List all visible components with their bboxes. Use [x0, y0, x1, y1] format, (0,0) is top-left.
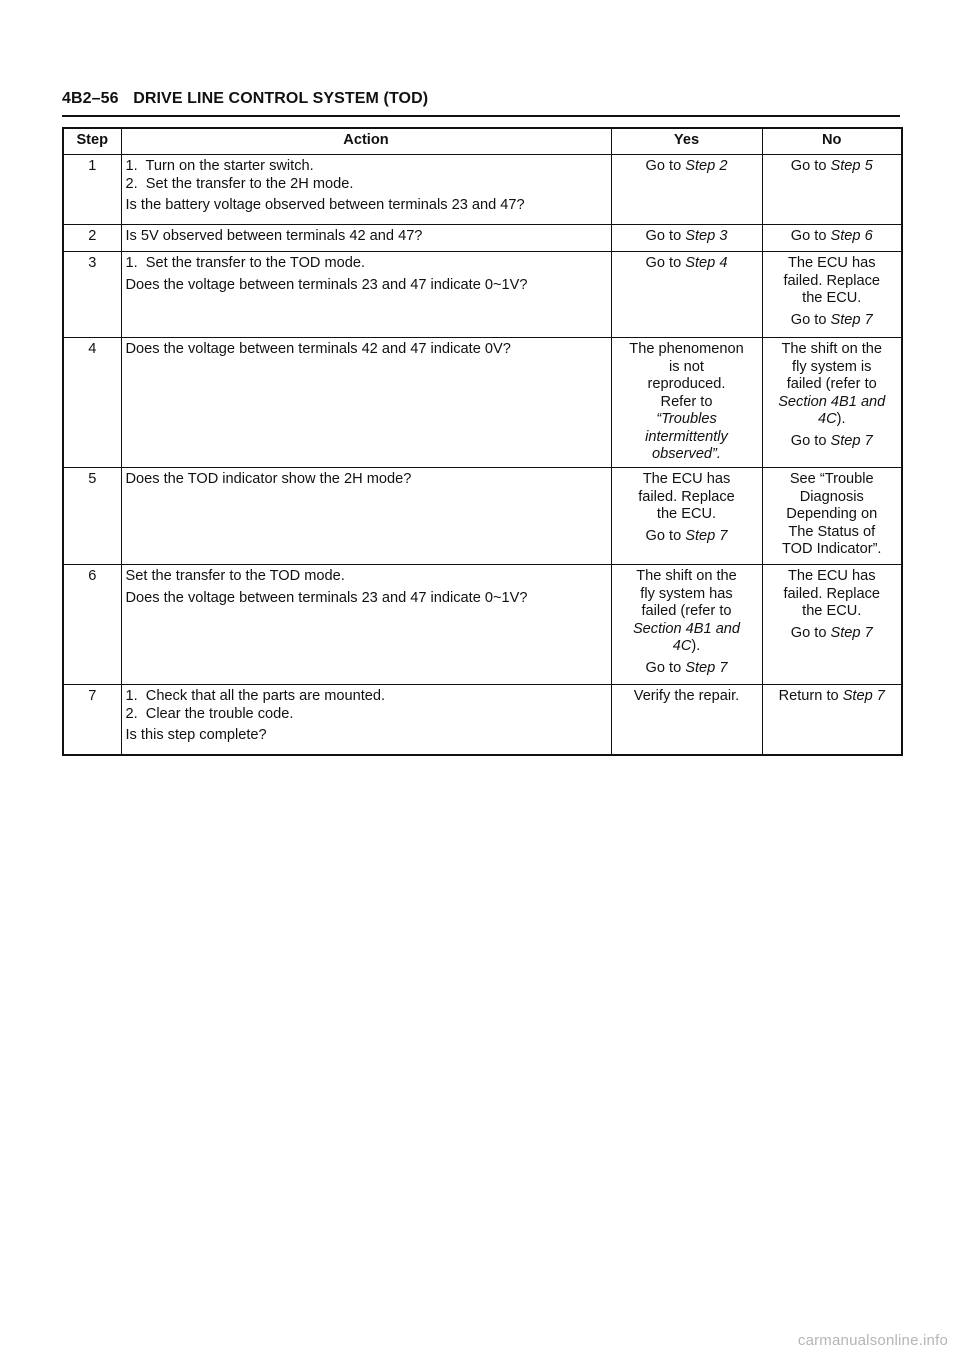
table-row	[63, 155, 902, 225]
table-header-row	[63, 128, 902, 155]
action-question: Is this step complete?	[125, 727, 267, 743]
action-cell	[121, 155, 611, 225]
yes-cell: The phenomenon is not reproduced. Refer to “Troubles intermittently observed”.	[611, 338, 762, 468]
step-link[interactable]: Step 7	[685, 527, 728, 544]
step-number: 5	[63, 468, 121, 565]
step-link[interactable]: Step 2	[685, 158, 728, 174]
yes-cell: Go to Step 2	[611, 155, 762, 225]
no-cell: Return to Step 7	[762, 685, 902, 755]
step-number: 3	[63, 252, 121, 338]
no-cell: See “Trouble Diagnosis Depending on The Status of TOD Indicator”.	[762, 468, 902, 565]
action-item: 2. Clear the trouble code.	[125, 705, 294, 722]
no-cell: Go to Step 6	[762, 225, 902, 252]
step-number: 4	[63, 338, 121, 468]
step-link[interactable]: Step 7	[685, 659, 728, 676]
step-number: 2	[63, 225, 121, 252]
table-row	[63, 225, 902, 252]
column-header-yes: Yes	[611, 128, 762, 155]
step-link[interactable]: Step 4	[685, 255, 728, 271]
yes-cell: Verify the repair.	[611, 685, 762, 755]
action-cell	[121, 685, 611, 755]
action-question: Is the battery voltage observed between terminals 23 and 47?	[125, 197, 525, 213]
action-question: Does the TOD indicator show the 2H mode?	[125, 471, 412, 487]
action-question: Does the voltage between terminals 42 and 47 indicate 0V?	[125, 341, 511, 357]
page-header	[62, 90, 900, 108]
column-header-no: No	[762, 128, 902, 155]
action-item: 1. Check that all the parts are mounted.	[125, 688, 386, 704]
table-row	[63, 252, 902, 338]
yes-cell: The ECU has failed. Replace the ECU. Go to Step 7	[611, 468, 762, 565]
action-cell	[121, 338, 611, 468]
action-cell	[121, 468, 611, 565]
no-cell: The shift on the fly system is failed (refer to Section 4B1 and 4C). Go to Step 7	[762, 338, 902, 468]
step-link[interactable]: Step 7	[830, 432, 873, 449]
step-link[interactable]: Step 6	[830, 228, 873, 244]
action-item: 1. Set the transfer to the TOD mode.	[125, 255, 366, 271]
step-link[interactable]: Step 7	[830, 311, 873, 328]
yes-cell: Go to Step 3	[611, 225, 762, 252]
column-header-step: Step	[63, 128, 121, 155]
action-question: Is 5V observed between terminals 42 and 47?	[125, 228, 423, 244]
yes-cell: The shift on the fly system has failed (refer to Section 4B1 and 4C). Go to Step 7	[611, 565, 762, 685]
step-number: 1	[63, 155, 121, 225]
step-link[interactable]: Step 3	[685, 228, 728, 244]
step-link[interactable]: Step 7	[842, 688, 885, 704]
action-question: Does the voltage between terminals 23 and 47 indicate 0~1V?	[125, 276, 528, 293]
action-item: Set the transfer to the TOD mode.	[125, 568, 345, 584]
section-number: 4B2–56	[62, 90, 119, 107]
column-header-action: Action	[121, 128, 611, 155]
action-cell	[121, 225, 611, 252]
action-cell	[121, 565, 611, 685]
step-number: 7	[63, 685, 121, 755]
action-item: 1. Turn on the starter switch.	[125, 158, 314, 174]
header-rule	[62, 115, 900, 117]
watermark-text: carmanualsonline.info	[797, 1332, 948, 1349]
table-row	[63, 685, 902, 755]
no-cell: Go to Step 5	[762, 155, 902, 225]
action-cell	[121, 252, 611, 338]
step-link[interactable]: Step 5	[830, 158, 873, 174]
step-link[interactable]: Step 7	[830, 624, 873, 641]
table-row	[63, 468, 902, 565]
table-row	[63, 565, 902, 685]
action-question: Does the voltage between terminals 23 and 47 indicate 0~1V?	[125, 589, 528, 606]
yes-cell: Go to Step 4	[611, 252, 762, 338]
no-cell: The ECU has failed. Replace the ECU. Go to Step 7	[762, 565, 902, 685]
table-row	[63, 338, 902, 468]
action-item: 2. Set the transfer to the 2H mode.	[125, 175, 354, 192]
step-number: 6	[63, 565, 121, 685]
diagnostic-table	[62, 127, 903, 756]
page-title: DRIVE LINE CONTROL SYSTEM (TOD)	[133, 90, 429, 107]
no-cell: The ECU has failed. Replace the ECU. Go to Step 7	[762, 252, 902, 338]
